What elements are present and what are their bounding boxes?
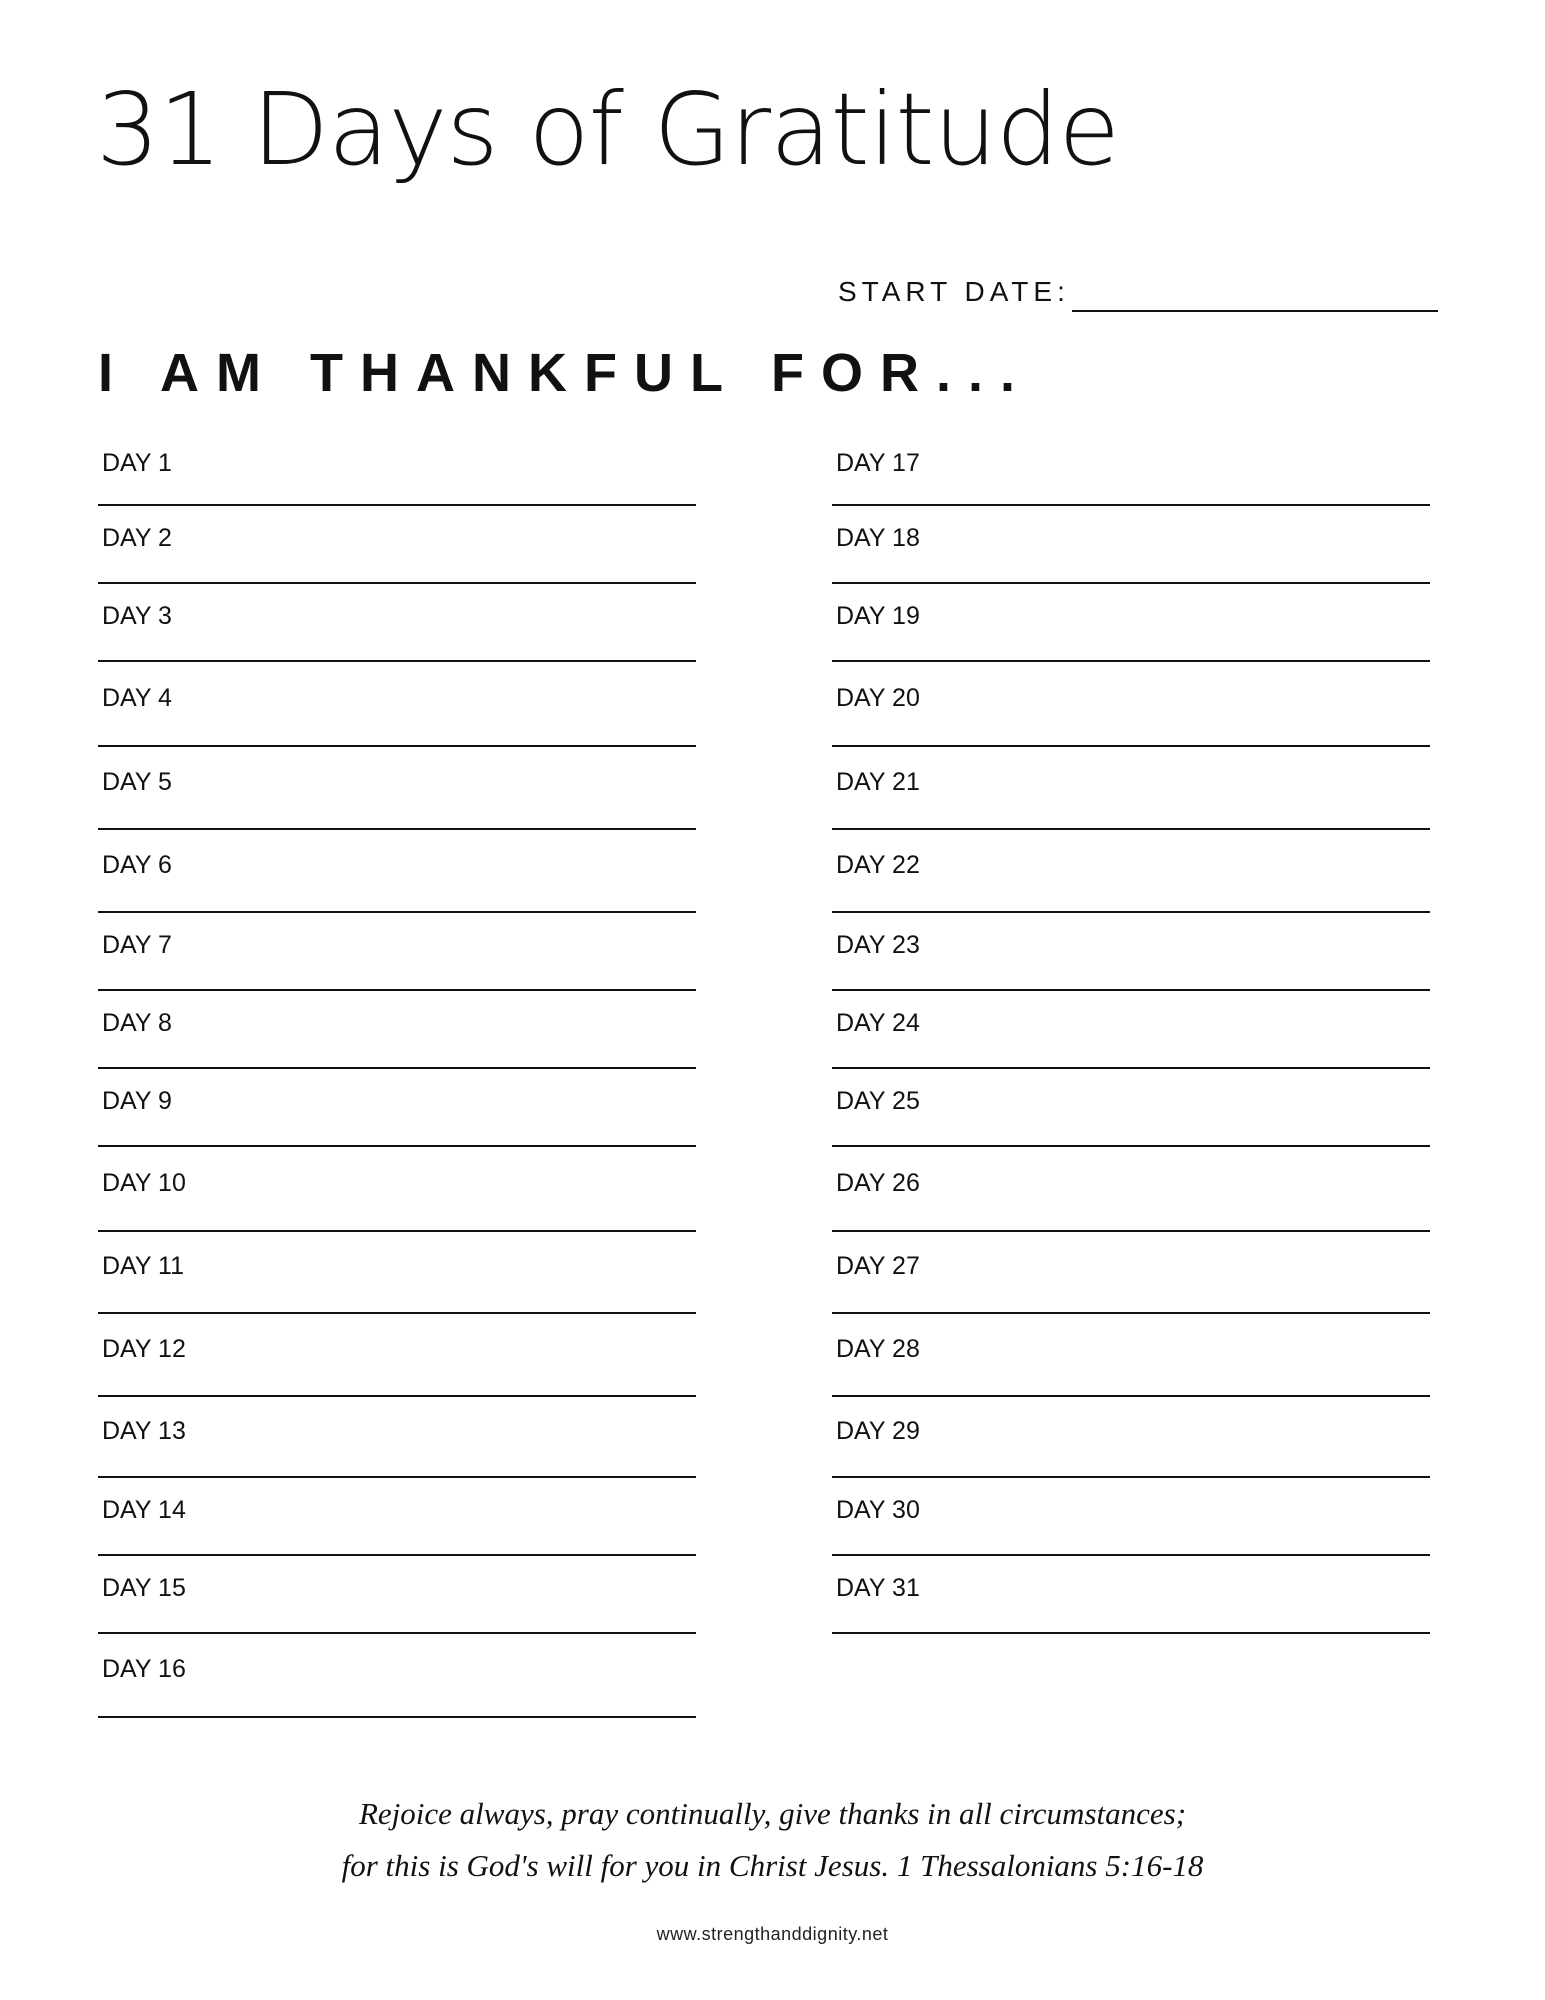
- day-label: DAY 14: [102, 1496, 186, 1524]
- day-entry-row[interactable]: [98, 661, 696, 747]
- day-label: DAY 26: [836, 1169, 920, 1197]
- day-entry-row[interactable]: [98, 1633, 696, 1718]
- day-entry-row[interactable]: [98, 1146, 696, 1232]
- day-label: DAY 23: [836, 931, 920, 959]
- day-entry-row[interactable]: [98, 1477, 696, 1556]
- quote-line-2: for this is God's will for you in Christ Jesus. 1 Thessalonians 5:16-18: [341, 1848, 1204, 1883]
- day-entry-row[interactable]: [832, 1231, 1430, 1314]
- day-label: DAY 27: [836, 1252, 920, 1280]
- page-title: 31 Days of Gratitude: [96, 71, 1120, 188]
- day-label: DAY 18: [836, 524, 920, 552]
- day-entry-row[interactable]: [98, 432, 696, 506]
- day-label: DAY 8: [102, 1009, 172, 1037]
- day-label: DAY 30: [836, 1496, 920, 1524]
- day-label: DAY 25: [836, 1087, 920, 1115]
- day-label: DAY 2: [102, 524, 172, 552]
- day-entry-row[interactable]: [98, 912, 696, 991]
- scripture-quote: [0, 1788, 1545, 1892]
- day-label: DAY 17: [836, 449, 920, 477]
- day-entry-row[interactable]: [832, 1068, 1430, 1147]
- day-entry-row[interactable]: [832, 1555, 1430, 1634]
- day-entry-row[interactable]: [832, 1396, 1430, 1478]
- day-label: DAY 20: [836, 684, 920, 712]
- day-label: DAY 1: [102, 449, 172, 477]
- day-label: DAY 12: [102, 1335, 186, 1363]
- day-entry-row[interactable]: [832, 432, 1430, 506]
- day-label: DAY 7: [102, 931, 172, 959]
- day-entry-row[interactable]: [98, 583, 696, 662]
- day-entry-row[interactable]: [832, 990, 1430, 1069]
- day-entry-row[interactable]: [98, 1313, 696, 1397]
- day-entry-row[interactable]: [832, 1477, 1430, 1556]
- day-entry-row[interactable]: [832, 583, 1430, 662]
- day-entry-row[interactable]: [98, 746, 696, 830]
- day-entry-row[interactable]: [832, 661, 1430, 747]
- day-entry-row[interactable]: [98, 1396, 696, 1478]
- day-label: DAY 4: [102, 684, 172, 712]
- day-entry-row[interactable]: [98, 1555, 696, 1634]
- day-label: DAY 31: [836, 1574, 920, 1602]
- day-entry-row[interactable]: [832, 1146, 1430, 1232]
- day-label: DAY 10: [102, 1169, 186, 1197]
- section-heading: I AM THANKFUL FOR...: [98, 343, 1032, 403]
- day-label: DAY 19: [836, 602, 920, 630]
- day-label: DAY 5: [102, 768, 172, 796]
- day-label: DAY 21: [836, 768, 920, 796]
- start-date-label: START DATE:: [838, 276, 1070, 307]
- day-entry-row[interactable]: [98, 829, 696, 913]
- day-entry-row[interactable]: [98, 990, 696, 1069]
- day-label: DAY 13: [102, 1417, 186, 1445]
- day-entry-row[interactable]: [832, 746, 1430, 830]
- start-date-field[interactable]: [838, 278, 1438, 306]
- day-label: DAY 15: [102, 1574, 186, 1602]
- day-entry-row[interactable]: [98, 1231, 696, 1314]
- day-label: DAY 6: [102, 851, 172, 879]
- day-entry-row[interactable]: [832, 829, 1430, 913]
- day-entry-row[interactable]: [832, 505, 1430, 584]
- day-label: DAY 16: [102, 1655, 186, 1683]
- day-entry-row[interactable]: [98, 1068, 696, 1147]
- start-date-blank-line[interactable]: [1072, 310, 1438, 312]
- day-label: DAY 22: [836, 851, 920, 879]
- day-entry-row[interactable]: [832, 912, 1430, 991]
- day-label: DAY 3: [102, 602, 172, 630]
- day-label: DAY 11: [102, 1252, 184, 1280]
- day-label: DAY 24: [836, 1009, 920, 1037]
- day-entry-row[interactable]: [98, 505, 696, 584]
- day-label: DAY 29: [836, 1417, 920, 1445]
- day-label: DAY 9: [102, 1087, 172, 1115]
- day-label: DAY 28: [836, 1335, 920, 1363]
- quote-line-1: Rejoice always, pray continually, give thanks in all circumstances;: [358, 1796, 1187, 1831]
- footer-url[interactable]: www.strengthanddignity.net: [656, 1924, 889, 1944]
- day-entry-row[interactable]: [832, 1313, 1430, 1397]
